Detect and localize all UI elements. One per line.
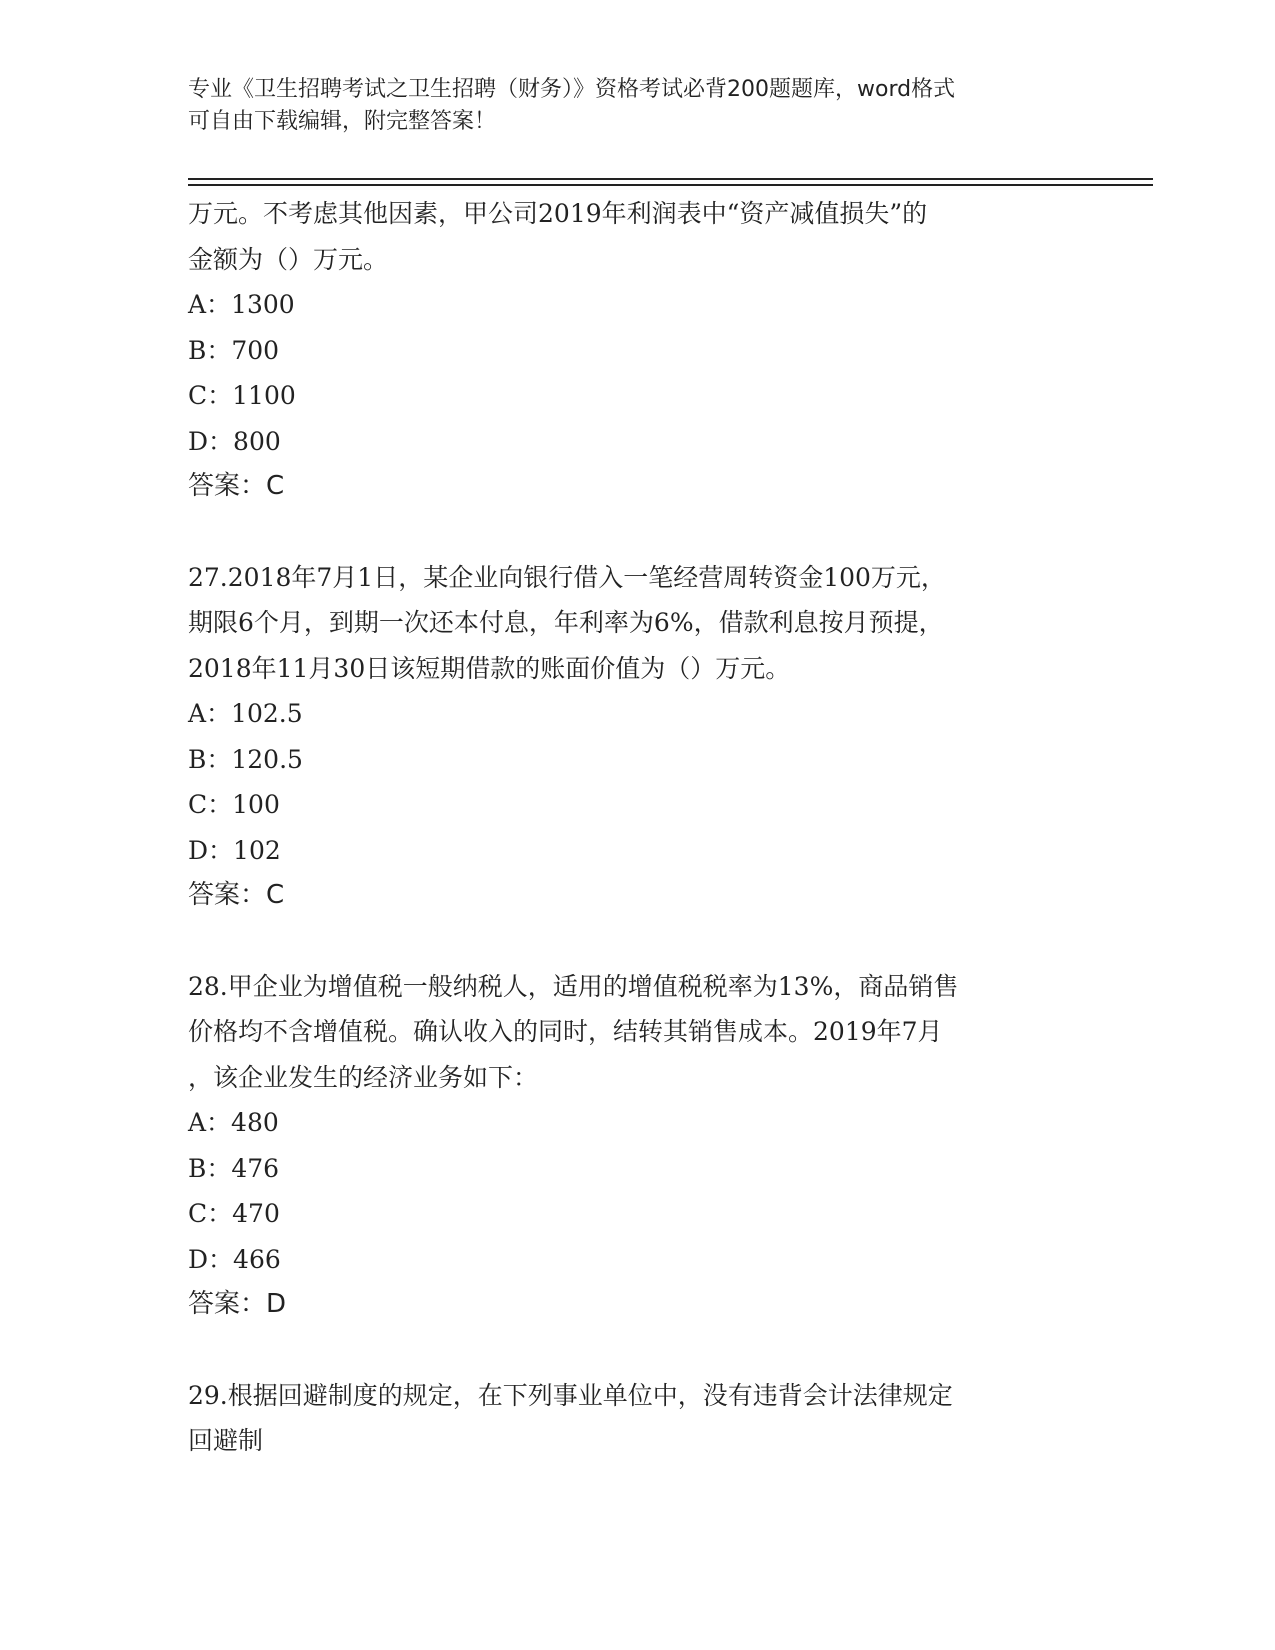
option-d: D：102	[188, 835, 281, 865]
question-stem-line: 回避制	[188, 1426, 264, 1455]
question-26	[188, 191, 1088, 510]
header-divider-bottom	[188, 184, 1153, 186]
question-stem-line: 29.根据回避制度的规定，在下列事业单位中，没有违背会计法律规定	[188, 1380, 953, 1410]
question-stem-line: 2018年11月30日该短期借款的账面价值为（）万元。	[188, 653, 791, 683]
option-b: B：476	[188, 1153, 280, 1183]
spacer	[188, 919, 1088, 964]
answer-label: 答案：C	[188, 471, 285, 501]
option-b: B：700	[188, 335, 280, 365]
question-list	[188, 191, 1088, 1464]
option-c: C：1100	[188, 381, 296, 410]
option-c: C：100	[188, 790, 280, 819]
question-stem-line: ，该企业发生的经济业务如下：	[188, 1062, 539, 1092]
header-divider-top	[188, 178, 1153, 180]
question-stem-line: 价格均不含增值税。确认收入的同时，结转其销售成本。2019年7月	[188, 1017, 943, 1046]
option-a: A：102.5	[188, 699, 303, 728]
question-28	[188, 964, 1088, 1328]
option-d: D：466	[188, 1244, 281, 1274]
question-stem-line: 金额为（）万元。	[188, 244, 389, 274]
question-29	[188, 1373, 1088, 1464]
option-c: C：470	[188, 1199, 280, 1228]
answer-label: 答案：D	[188, 1289, 287, 1319]
document-header	[188, 74, 1088, 138]
spacer	[188, 1328, 1088, 1373]
answer-label: 答案：C	[188, 880, 285, 910]
option-a: A：480	[188, 1108, 279, 1137]
question-stem-line: 27.2018年7月1日，某企业向银行借入一笔经营周转资金100万元，	[188, 562, 946, 592]
header-line-2: 可自由下载编辑，附完整答案！	[188, 109, 497, 134]
question-stem-line: 期限6个月，到期一次还本付息，年利率为6%，借款利息按月预提，	[188, 608, 944, 637]
option-b: B：120.5	[188, 744, 303, 774]
option-a: A：1300	[188, 290, 295, 319]
question-27	[188, 555, 1088, 919]
spacer	[188, 510, 1088, 555]
question-stem-line: 28.甲企业为增值税一般纳税人，适用的增值税税率为13%，商品销售	[188, 971, 959, 1001]
header-line-1: 专业《卫生招聘考试之卫生招聘（财务）》资格考试必背200题题库，word格式	[188, 77, 956, 102]
option-d: D：800	[188, 426, 281, 456]
question-stem-line: 万元。不考虑其他因素，甲公司2019年利润表中“资产减值损失”的	[188, 199, 928, 228]
